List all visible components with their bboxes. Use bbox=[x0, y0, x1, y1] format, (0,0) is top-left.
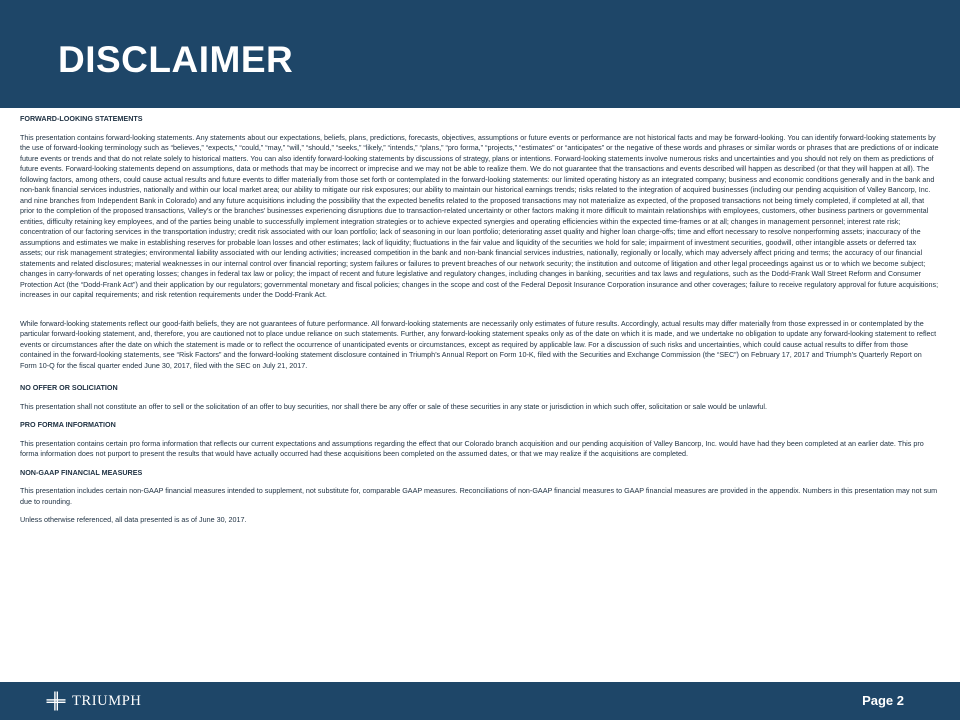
non-gaap-paragraph: This presentation includes certain non-GAAP financial measures intended to supplement, not substitute for, comparable GAAP measures. Reconciliations of non-GAAP financial measures to GAAP financial measures are provided in the appendix. Numbers in this presentation may not sum due to rounding. bbox=[20, 486, 938, 506]
no-offer-heading: NO OFFER OR SOLICIATION bbox=[20, 383, 118, 392]
page-number: Page 2 bbox=[862, 693, 904, 708]
pro-forma-paragraph: This presentation contains certain pro forma information that reflects our current expectations and assumptions regarding the effect that our Colorado branch acquisition and our pending acquisition of Valley Bancorp, Inc. would have had they been completed at an earlier date. This pro forma information does not purport to present the results that would have actually occurred had these acquisitions been completed on the assumed dates, or that we may realize if the acquisitions are completed. bbox=[20, 438, 924, 458]
data-as-of-note: Unless otherwise referenced, all data presented is as of June 30, 2017. bbox=[20, 515, 247, 524]
forward-looking-paragraph-1: This presentation contains forward-looking statements. Any statements about our expectations, beliefs, plans, predictions, forecasts, objectives, assumptions or future events or performance are not historical facts and may be forward-looking. You can identify forward-looking statements by the use of forward-looking terminology such as “believes,” “expects,” “could,” “may,” “will,” “should,” “seeks,” “likely,” “intends,” “plans,” “pro forma,” “projects,” “estimates” or “anticipates” or the negative of these words and phrases or similar words or phrases that are predictions of or indicate future events or trends and that do not relate solely to historical matters. You can also identify forward-looking statements by discussions of strategy, plans or intentions. Forward-looking statements involve numerous risks and uncertainties and you should not rely on them as predictions of future events. Forward-looking statements depend on assumptions, data or methods that may be incorrect or imprecise and we may not be able to realize them. We do not guarantee that the transactions and events described will happen as described (or that they will happen at all). The following factors, among others, could cause actual results and future events to differ materially from those set forth or contemplated in the forward-looking statements: our limited operating history as an integrated company; business and economic conditions generally and in the bank and non-bank financial services industries, nationally and within our local market area; our ability to mitigate our risk exposures; our ability to maintain our historical earnings trends; risks related to the integration of acquired businesses (including our pending acquisition of Valley Bancorp, Inc. and nine branches from Independent Bank in Colorado) and any future acquisitions including the possibility that the expected benefits related to the proposed transactions may not materialize as expected, of the proposed transactions not being timely completed, if completed at all, that prior to the completion of the proposed transactions, Valley’s or the branches’ businesses experiencing disruptions due to transaction-related uncertainty or other factors making it more difficult to maintain relationships with employees, customers, other business partners or governmental entities, difficulty retaining key employees, and of the parties being unable to successfully implement integration strategies or to achieve expected synergies and operating efficiencies within the expected time-frames or at all; changes in management personnel; interest rate risk; concentration of our factoring services in the transportation industry; credit risk associated with our loan portfolio; lack of seasoning in our loan portfolio; deteriorating asset quality and higher loan charge-offs; time and effort necessary to resolve nonperforming assets; inaccuracy of the assumptions and estimates we make in establishing reserves for probable loan losses and other estimates; lack of liquidity; fluctuations in the fair value and liquidity of the securities we hold for sale; impairment of investment securities, goodwill, other intangible assets or deferred tax assets; our risk management strategies; environmental liability associated with our lending activities; increased competition in the bank and non-bank financial services industries, nationally, regionally or locally, which may adversely affect pricing and terms; the accuracy of our financial statements and related disclosures; material weaknesses in our internal control over financial reporting; system failures or failures to prevent breaches of our network security; the institution and outcome of litigation and other legal proceedings against us or to which we become subject; changes in carry-forwards of net operating losses; changes in federal tax law or policy; the impact of recent and future legislative and regulatory changes, including changes in banking, securities and tax laws and regulations, such as the Dodd-Frank Wall Street Reform and Consumer Protection Act (the “Dodd-Frank Act”) and their application by our regulators; governmental monetary and fiscal policies; changes in the scope and cost of the Federal Deposit Insurance Corporation insurance and other coverages; failure to receive regulatory approval for future acquisitions; increases in our capital requirements; and risk retention requirements under the Dodd-Frank Act. bbox=[20, 132, 939, 299]
pro-forma-heading: PRO FORMA INFORMATION bbox=[20, 420, 116, 429]
forward-looking-heading: FORWARD-LOOKING STATEMENTS bbox=[20, 114, 143, 123]
triumph-logo bbox=[46, 690, 141, 712]
page-title: DISCLAIMER bbox=[58, 39, 294, 80]
no-offer-paragraph: This presentation shall not constitute an offer to sell or the solicitation of an offer to buy securities, nor shall there be any offer or sale of these securities in any state or jurisdiction in which such offer, solicitation or sale would be unlawful. bbox=[20, 401, 767, 411]
logo-text: TRIUMPH bbox=[72, 693, 142, 709]
footer-bar bbox=[0, 682, 960, 720]
non-gaap-heading: NON-GAAP FINANCIAL MEASURES bbox=[20, 467, 143, 477]
forward-looking-paragraph-2: While forward-looking statements reflect our good-faith beliefs, they are not guarantees of future performance. All forward-looking statements are necessarily only estimates of future results. Accordingly, actual results may differ materially from those expressed in or contemplated by the particular forward-looking statement, and, therefore, you are cautioned not to place undue reliance on such statements. Further, any forward-looking statement speaks only as of the date on which it is made, and we undertake no obligation to update any forward-looking statement to reflect events or circumstances after the date on which the statement is made or to reflect the occurrence of unanticipated events or circumstances, except as required by applicable law. For a discussion of such risks and uncertainties, which could cause actual results to differ from those contained in the forward-looking statements, see “Risk Factors” and the forward-looking statement disclosure contained in Triumph’s Annual Report on Form 10-K, filed with the Securities and Exchange Commission (the “SEC”) on February 17, 2017 and Triumph’s Quarterly Report on Form 10-Q for the fiscal quarter ended June 30, 2017, filed with the SEC on July 21, 2017. bbox=[20, 318, 937, 370]
disclaimer-body bbox=[20, 114, 940, 526]
header-bar bbox=[0, 0, 960, 108]
triumph-cross-logo-icon bbox=[46, 691, 66, 711]
